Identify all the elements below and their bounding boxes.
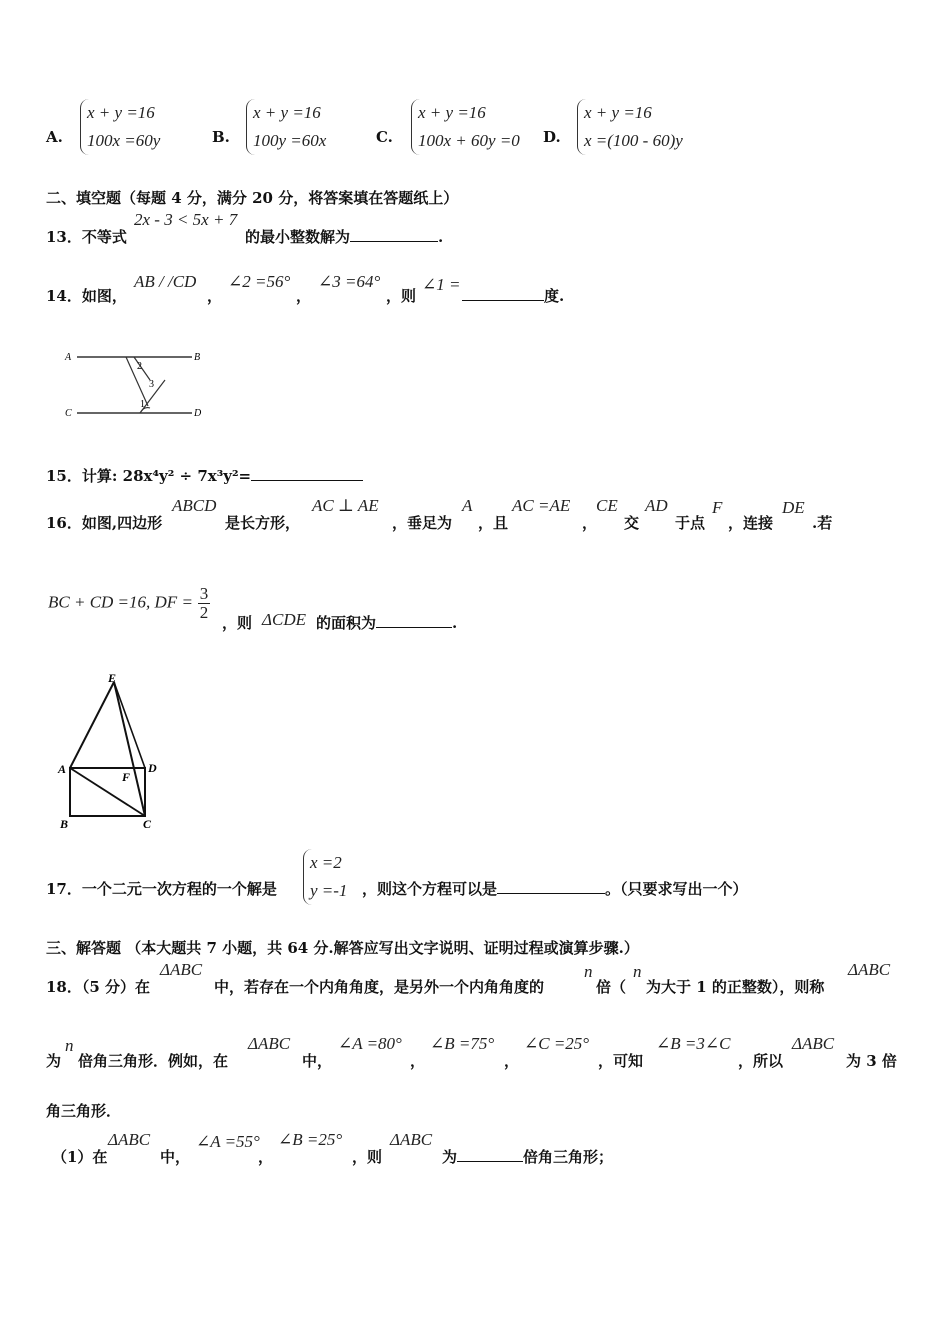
q16-m5: CE <box>596 496 618 515</box>
q16-head <box>46 512 162 533</box>
q14-answer-line <box>462 285 564 306</box>
q18-l2-m1: n <box>65 1036 74 1055</box>
q13-suffix: 的最小整数解为 <box>245 228 351 246</box>
option-d-eq2: x =(100 - 60)y <box>584 131 683 150</box>
q17-end: 。（只要求写出一个） <box>605 880 748 898</box>
q16-m8: DE <box>782 498 805 517</box>
q18-l2-t3: 中， <box>302 1052 333 1070</box>
q16-m1: ABCD <box>172 496 217 515</box>
q18-l2-m3: ∠A =80° <box>338 1034 402 1053</box>
q14-angle2: ∠2 =56° <box>228 272 291 291</box>
option-d-eq1: x + y =16 <box>584 103 652 122</box>
point-d-label: D <box>194 408 202 419</box>
angle-2-label: 2 <box>137 361 142 372</box>
segment-ed <box>114 682 145 768</box>
q14-prefix: 如图， <box>81 287 127 305</box>
option-c-system <box>411 99 520 155</box>
q16-m6: AD <box>645 496 668 515</box>
option-a-label: A. <box>46 128 63 146</box>
fig16-label-f: F <box>122 770 131 784</box>
fig16-label-c: C <box>143 817 152 831</box>
q14-answer-blank[interactable] <box>462 286 544 301</box>
q17-suffix: ，则这个方程可以是 <box>362 880 498 898</box>
q16-triangle: ΔCDE <box>262 610 306 629</box>
point-b-label: B <box>194 352 201 363</box>
option-c-eq2: 100x + 60y =0 <box>418 131 520 150</box>
q18-l2-c1: ， <box>410 1052 426 1070</box>
q18-l3: 角三角形． <box>46 1102 122 1120</box>
q16-t2: 是长方形， <box>225 514 301 532</box>
section-2-title: 二、填空题（每题 4 分，满分 20 分，将答案填在答题纸上） <box>46 189 459 207</box>
q16-m2: AC ⊥ AE <box>312 496 379 515</box>
point-c-label: C <box>65 408 72 419</box>
q18-l2-c2: ， <box>504 1052 520 1070</box>
q18-p1-answer-blank[interactable] <box>457 1147 523 1162</box>
q14-comma2: ， <box>296 287 312 305</box>
option-a-system <box>80 99 160 155</box>
option-b-eq1: x + y =16 <box>253 103 321 122</box>
q16-t8: ，连接 <box>728 514 774 532</box>
q13-end: . <box>438 228 444 246</box>
q14-number: 14． <box>46 287 82 305</box>
q18-p1-c1: ， <box>258 1148 274 1166</box>
option-c-eq1: x + y =16 <box>418 103 486 122</box>
q16-answer-blank[interactable] <box>376 613 452 628</box>
q16-line2-t1: ，则 <box>222 614 253 632</box>
q18-p1-m2: ∠A =55° <box>196 1132 260 1151</box>
q18-l2-m7: ΔABC <box>792 1034 835 1053</box>
q17-prefix: 一个二元一次方程的一个解是 <box>81 880 277 898</box>
q15-answer-blank[interactable] <box>251 466 363 481</box>
fig16-label-d: D <box>148 761 157 775</box>
q18-number: 18． <box>46 978 82 996</box>
q18-m3: n <box>633 962 642 981</box>
q18-l2-t2: 倍角三角形．例如，在 <box>78 1052 229 1070</box>
q18-p1-t2: ，则 <box>352 1148 383 1166</box>
option-d-system <box>577 99 683 155</box>
q18-t1: 中，若存在一个内角角度，是另外一个内角角度的 <box>214 978 545 996</box>
option-b-label: B. <box>212 128 230 146</box>
q18-l2-m5: ∠C =25° <box>524 1034 590 1053</box>
q16-t5: ， <box>582 514 598 532</box>
q16-m4: AC =AE <box>512 496 571 515</box>
q15-line <box>46 465 363 486</box>
q16-t3: ，垂足为 <box>392 514 453 532</box>
q18-l2-m4: ∠B =75° <box>430 1034 495 1053</box>
q16-m7: F <box>712 498 723 517</box>
q16-number: 16． <box>46 514 82 532</box>
q16-t7: 于点 <box>675 514 706 532</box>
fig16-label-a: A <box>58 762 67 776</box>
q14-comma1: ， <box>207 287 223 305</box>
q18-p1-t4: 倍角三角形； <box>523 1148 614 1166</box>
q16-figure <box>50 668 180 838</box>
option-d-label: D. <box>543 128 561 146</box>
option-c-label: C. <box>376 128 393 146</box>
q18-l2-m2: ΔABC <box>248 1034 291 1053</box>
q15-text: 计算: 28x⁴y² ÷ 7x³y²= <box>81 467 252 485</box>
q18-l2-t6: 为 3 倍 <box>846 1052 897 1070</box>
fig16-label-e: E <box>108 671 117 685</box>
q18-p1-t1: 中， <box>160 1148 191 1166</box>
q16-line2 <box>48 585 210 622</box>
q18-m1: ΔABC <box>160 960 203 979</box>
q18-l2-t5: ，所以 <box>738 1052 784 1070</box>
q16-t1: 如图,四边形 <box>81 514 163 532</box>
q18-t2: 倍（ <box>596 978 627 996</box>
q16-line2-end: . <box>452 614 458 632</box>
q16-t9: .若 <box>812 514 833 532</box>
q18-l2-t1: 为 <box>46 1052 62 1070</box>
q14-then: ，则 <box>386 287 417 305</box>
q14-figure <box>60 340 210 425</box>
q16-fraction-denominator: 2 <box>199 603 209 622</box>
q18-points: （5 分）在 <box>81 978 151 996</box>
angle-1-label: 1 <box>140 399 145 410</box>
q18-t3: 为大于 1 的正整数），则称 <box>646 978 825 996</box>
q13-number: 13． <box>46 228 82 246</box>
q17-answer-blank[interactable] <box>497 879 605 894</box>
q13-inequality: 2x - 3 < 5x + 7 <box>134 210 238 229</box>
q18-p1-m3: ∠B =25° <box>278 1130 343 1149</box>
q13-prefix: 不等式 <box>81 228 127 246</box>
q16-line2-t2: 的面积为 <box>316 614 377 632</box>
q18-m2: n <box>584 962 593 981</box>
q17-eq1: x =2 <box>310 853 342 872</box>
option-a-eq1: x + y =16 <box>87 103 155 122</box>
q18-p1-label: （1）在 <box>52 1148 108 1166</box>
angle-3-label: 3 <box>149 379 154 390</box>
q14-angle3: ∠3 =64° <box>318 272 381 291</box>
option-b-eq2: 100y =60x <box>253 131 327 150</box>
q17-head <box>46 878 277 899</box>
q17-system <box>303 849 347 905</box>
q18-p1-m4: ΔABC <box>390 1130 433 1149</box>
option-a-eq2: 100x =60y <box>87 131 161 150</box>
q18-l2-m6: ∠B =3∠C <box>656 1034 731 1053</box>
q17-number: 17． <box>46 880 82 898</box>
segment-ea <box>70 682 114 768</box>
q16-t4: ，且 <box>478 514 509 532</box>
diagonal-ac <box>70 768 145 816</box>
q16-fraction <box>198 585 211 622</box>
q18-head <box>46 976 150 997</box>
q16-t6: 交 <box>624 514 640 532</box>
point-a-label: A <box>65 352 72 363</box>
q14-suffix: 度. <box>544 287 565 305</box>
q16-fraction-numerator: 3 <box>199 584 209 603</box>
q14-parallel: AB / /CD <box>134 272 197 291</box>
q18-p1-m1: ΔABC <box>108 1130 151 1149</box>
q13-line <box>46 226 127 247</box>
segment-ec <box>114 682 145 816</box>
q18-p1-t3: 为 <box>442 1148 458 1166</box>
fig16-label-b: B <box>60 817 69 831</box>
q14-angle1: ∠1 = <box>422 275 461 294</box>
q17-rest <box>362 878 748 899</box>
q15-number: 15． <box>46 467 82 485</box>
q18-p1-rest <box>442 1146 613 1167</box>
q18-l2-t4: ，可知 <box>598 1052 644 1070</box>
q16-condition: BC + CD =16, DF = <box>48 592 193 612</box>
q18-m4: ΔABC <box>848 960 891 979</box>
section-3-title: 三、解答题 （本大题共 7 小题，共 64 分.解答应写出文字说明、证明过程或演算步骤.） <box>46 939 639 957</box>
option-b-system <box>246 99 326 155</box>
q14-line <box>46 285 127 306</box>
q13-answer-blank[interactable] <box>350 227 438 242</box>
q16-m3: A <box>462 496 473 515</box>
q16-line2-rest <box>316 612 457 633</box>
q13-suffix-line <box>245 226 443 247</box>
q17-eq2: y =-1 <box>310 881 348 900</box>
